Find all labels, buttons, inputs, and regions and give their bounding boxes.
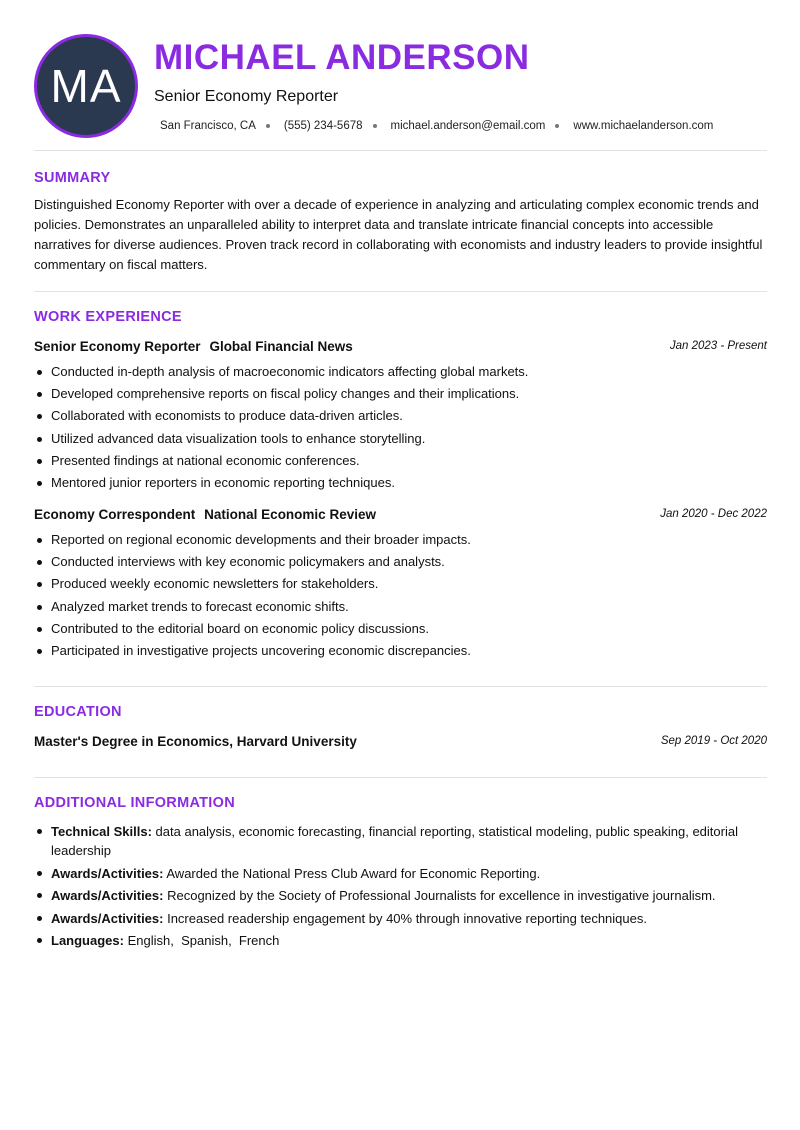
language: Spanish [181, 933, 229, 948]
education-dates: Sep 2019 - Oct 2020 [660, 735, 767, 747]
award-text: Increased readership engagement by 40% through innovative reporting techniques. [167, 910, 647, 926]
list-item: Languages: English, Spanish, French [34, 931, 769, 950]
experience-heading: WORK EXPERIENCE [34, 309, 182, 325]
section-divider [34, 686, 767, 687]
job-bullets [34, 362, 767, 495]
skills-label: Technical Skills: [51, 824, 152, 839]
list-item: Analyzed market trends to forecast economic shifts. [34, 597, 767, 619]
award-label: Awards/Activities: [51, 910, 164, 926]
separator-dot [555, 124, 559, 128]
contact-info [160, 120, 713, 132]
list-item [34, 886, 769, 905]
award-text: Awarded the National Press Club Award for Economic Reporting. [166, 865, 541, 881]
education-degree: Master's Degree in Economics, Harvard University [34, 734, 357, 749]
job-company: Global Financial News [209, 339, 353, 354]
list-item [34, 909, 769, 928]
contact-website[interactable]: www.michaelanderson.com [573, 120, 714, 132]
list-item: Contributed to the editorial board on economic policy discussions. [34, 619, 767, 641]
job-company: National Economic Review [204, 507, 376, 522]
language: French [238, 933, 280, 948]
job-header [34, 506, 767, 524]
job-dates: Jan 2023 - Present [669, 340, 767, 352]
contact-location: San Francisco, CA [160, 120, 256, 132]
list-item: Conducted interviews with key economic policymakers and analysts. [34, 552, 767, 574]
list-item [34, 822, 769, 860]
award-label: Awards/Activities: [51, 865, 164, 881]
job-title: Senior Economy Reporter [154, 88, 339, 105]
award-label: Awards/Activities: [51, 888, 164, 903]
section-divider [34, 150, 767, 151]
list-item: Participated in investigative projects uncovering economic discrepancies. [34, 641, 767, 663]
candidate-name: MICHAEL ANDERSON [154, 38, 530, 77]
job-role: Economy Correspondent [34, 507, 196, 522]
list-item: Produced weekly economic newsletters for stakeholders. [34, 574, 767, 596]
additional-heading: ADDITIONAL INFORMATION [34, 795, 235, 811]
avatar-initials: MA [50, 60, 122, 112]
languages-label: Languages: [51, 933, 124, 948]
section-divider [34, 777, 767, 778]
separator-dot [266, 124, 270, 128]
additional-list [34, 822, 769, 954]
list-item: Utilized advanced data visualization tools to enhance storytelling. [34, 429, 767, 451]
list-item: Mentored junior reporters in economic reporting techniques. [34, 473, 767, 495]
award-text: Recognized by the Society of Professional Journalists for excellence in investigative journalism. [167, 888, 716, 903]
resume-header [34, 34, 767, 138]
job-role: Senior Economy Reporter [34, 339, 201, 354]
avatar [34, 34, 138, 138]
list-item: Developed comprehensive reports on fiscal policy changes and their implications. [34, 384, 767, 406]
summary-heading: SUMMARY [34, 170, 111, 186]
contact-email[interactable]: michael.anderson@email.com [390, 120, 546, 132]
list-item: Collaborated with economists to produce data-driven articles. [34, 406, 767, 428]
education-heading: EDUCATION [34, 704, 122, 720]
list-item: Presented findings at national economic conferences. [34, 451, 767, 473]
job-bullets [34, 530, 767, 663]
list-item: Conducted in-depth analysis of macroeconomic indicators affecting global markets. [34, 362, 767, 384]
section-divider [34, 291, 767, 292]
language: English [127, 933, 171, 948]
separator-dot [373, 124, 377, 128]
list-item: Reported on regional economic developments and their broader impacts. [34, 530, 767, 552]
job-dates: Jan 2020 - Dec 2022 [660, 508, 767, 520]
summary-text: Distinguished Economy Reporter with over a decade of experience in analyzing and articulating complex economic trends and policies. Demonstrates an unparalleled ability to interpret data and translate intricate financial concepts into accessible narratives for diverse audiences. Proven track record in collaborating with economists and industry leaders to provide insightful commentary on fiscal matters. [34, 197, 763, 272]
job-header [34, 338, 767, 356]
skills-text: data analysis, economic forecasting, financial reporting, statistical modeling, public speaking, editorial leadership [51, 824, 738, 858]
contact-phone: (555) 234-5678 [283, 120, 363, 132]
education-entry [34, 733, 767, 751]
list-item [34, 864, 769, 883]
